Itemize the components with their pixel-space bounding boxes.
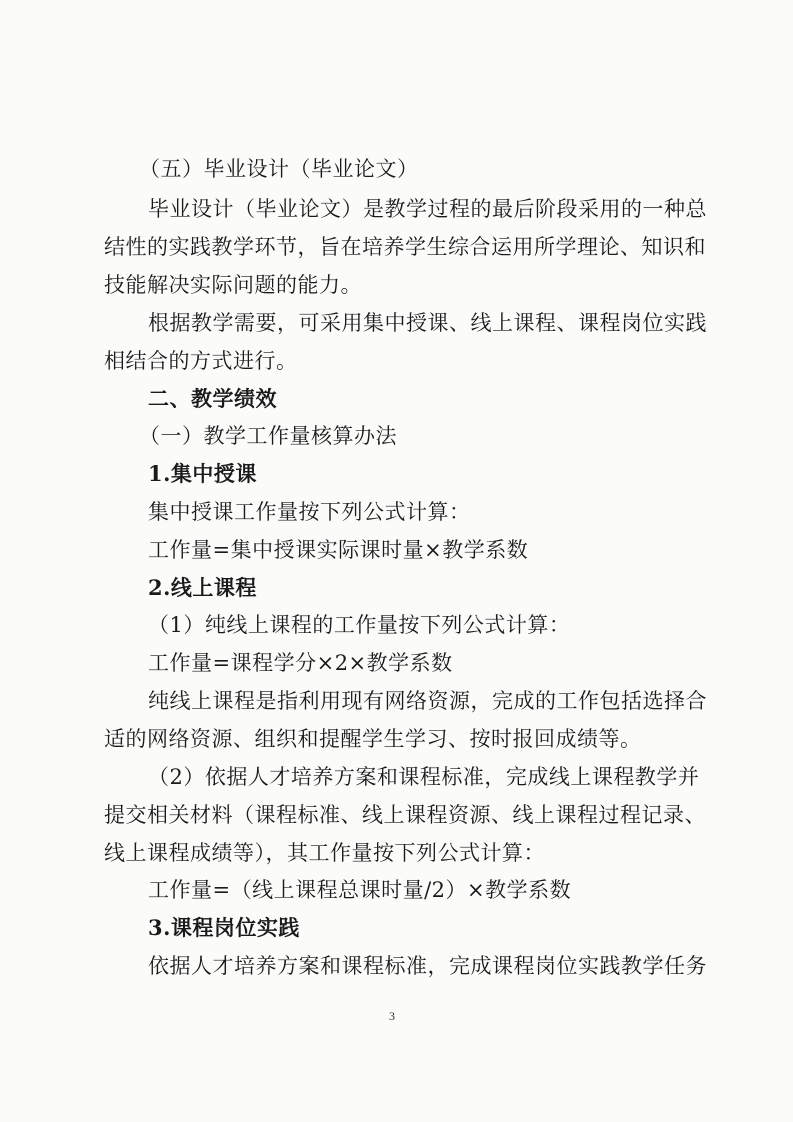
paragraph-line: 毕业设计（毕业论文）是教学过程的最后阶段采用的一种总 <box>148 197 707 221</box>
subsection-heading-workload-method: （一）教学工作量核算办法 <box>139 424 397 448</box>
section-heading-graduation-design: （五）毕业设计（毕业论文） <box>139 157 419 181</box>
item-heading-course-post-practice: 3.课程岗位实践 <box>148 915 300 940</box>
paragraph-line: （2）依据人才培养方案和课程标准，完成线上课程教学并 <box>148 765 700 789</box>
paragraph-line: 线上课程成绩等），其工作量按下列公式计算： <box>104 841 545 865</box>
paragraph-line: 结性的实践教学环节，旨在培养学生综合运用所学理论、知识和 <box>104 235 706 259</box>
paragraph-line: 纯线上课程是指利用现有网络资源，完成的工作包括选择合 <box>148 689 707 713</box>
paragraph-line: 提交相关材料（课程标准、线上课程资源、线上课程过程记录、 <box>104 803 706 827</box>
paragraph-line: （1）纯线上课程的工作量按下列公式计算： <box>148 613 571 637</box>
paragraph-line: 相结合的方式进行。 <box>104 349 298 373</box>
formula-line: 工作量=课程学分×2×教学系数 <box>148 651 453 675</box>
section-heading-teaching-performance: 二、教学绩效 <box>148 386 277 411</box>
paragraph-line: 适的网络资源、组织和提醒学生学习、按时报回成绩等。 <box>104 727 642 751</box>
formula-line: 工作量=（线上课程总课时量/2）×教学系数 <box>148 878 572 902</box>
paragraph-line: 技能解决实际问题的能力。 <box>104 273 362 297</box>
paragraph-line: 根据教学需要，可采用集中授课、线上课程、课程岗位实践 <box>148 311 707 335</box>
page-number: 3 <box>389 1009 395 1023</box>
item-heading-centralized-teaching: 1.集中授课 <box>148 461 257 486</box>
formula-line: 工作量=集中授课实际课时量×教学系数 <box>148 538 529 562</box>
item-heading-online-course: 2.线上课程 <box>148 575 257 600</box>
paragraph-line: 集中授课工作量按下列公式计算： <box>148 500 471 524</box>
paragraph-line: 依据人才培养方案和课程标准，完成课程岗位实践教学任务 <box>148 954 707 978</box>
